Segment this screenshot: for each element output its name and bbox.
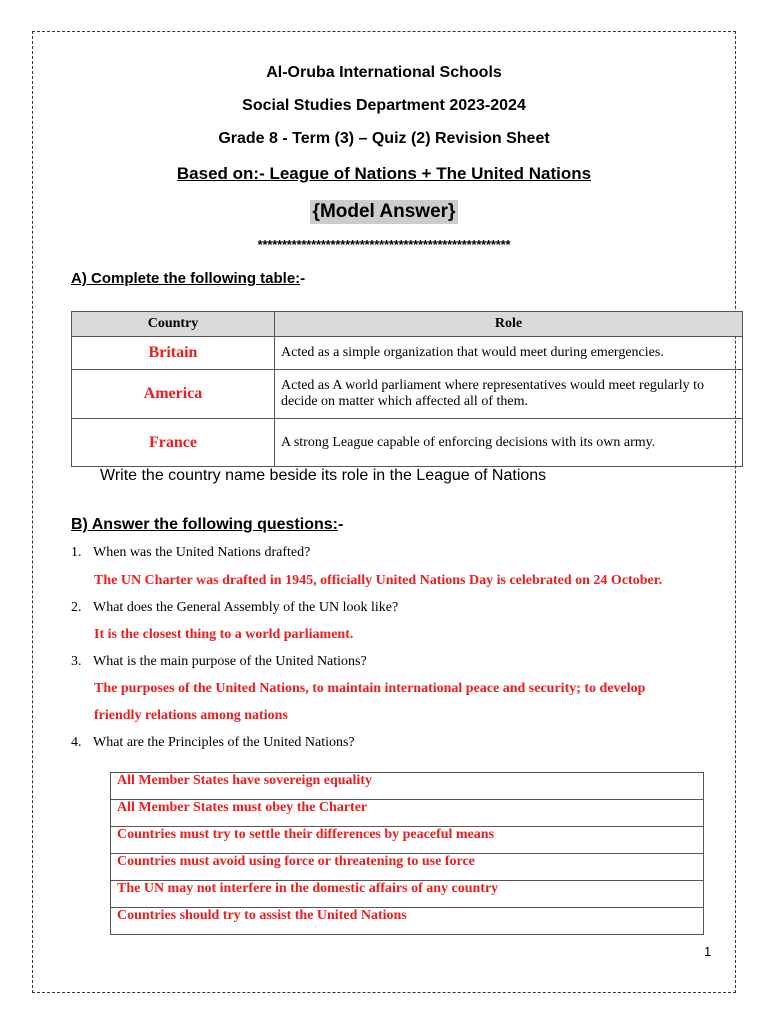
role-cell: Acted as a simple organization that would meet during emergencies. <box>275 337 743 370</box>
question-number: 2. <box>71 600 82 615</box>
school-name: Al-Oruba International Schools <box>266 64 502 81</box>
based-on-line: Based on:- League of Nations + The United Nations <box>176 164 592 183</box>
question-number: 3. <box>71 654 82 669</box>
section-a-title-suffix: - <box>300 270 306 287</box>
question-4 <box>71 735 355 751</box>
sheet-title: Grade 8 - Term (3) – Quiz (2) Revision Sheet <box>218 130 550 147</box>
roles-table-header <box>72 312 743 337</box>
table-row <box>111 800 704 827</box>
section-a-heading <box>71 270 305 287</box>
country-cell: France <box>72 419 275 467</box>
principle-cell: Countries should try to assist the United Nations <box>111 908 704 935</box>
table-row <box>72 370 743 419</box>
question-1 <box>71 545 310 561</box>
table-row <box>111 854 704 881</box>
country-cell: Britain <box>72 337 275 370</box>
table-row <box>72 419 743 467</box>
question-text: What does the General Assembly of the UN look like? <box>93 600 399 615</box>
column-header-country: Country <box>72 312 275 337</box>
principle-cell: The UN may not interfere in the domestic affairs of any country <box>111 881 704 908</box>
principles-table <box>110 772 704 935</box>
table-row <box>111 881 704 908</box>
section-a-title: A) Complete the following table: <box>71 270 301 287</box>
country-cell: America <box>72 370 275 419</box>
answer-3-line-1: The purposes of the United Nations, to maintain international peace and security; to develop <box>94 681 646 696</box>
section-b-title-suffix: - <box>337 516 344 533</box>
table-row <box>111 773 704 800</box>
table-instruction: Write the country name beside its role in the League of Nations <box>100 467 547 484</box>
answer-3-line-2: friendly relations among nations <box>94 708 288 723</box>
role-cell: A strong League capable of enforcing decisions with its own army. <box>275 419 743 467</box>
question-3 <box>71 654 367 670</box>
column-header-role: Role <box>275 312 743 337</box>
table-row <box>111 827 704 854</box>
page-number: 1 <box>704 944 712 959</box>
role-cell: Acted as A world parliament where representatives would meet regularly to decide on matter which affected all of them. <box>275 370 743 419</box>
answer-2: It is the closest thing to a world parliament. <box>94 627 354 642</box>
separator-line: **************************************************** <box>257 237 511 252</box>
department-title: Social Studies Department 2023-2024 <box>242 97 526 114</box>
question-number: 1. <box>71 545 82 560</box>
question-text: What are the Principles of the United Nations? <box>93 735 355 750</box>
question-text: What is the main purpose of the United Nations? <box>93 654 367 669</box>
roles-table <box>71 311 743 467</box>
principle-cell: All Member States must obey the Charter <box>111 800 704 827</box>
answer-1: The UN Charter was drafted in 1945, officially United Nations Day is celebrated on 24 October. <box>94 573 663 588</box>
principle-cell: Countries must avoid using force or threatening to use force <box>111 854 704 881</box>
table-row <box>72 337 743 370</box>
principle-cell: All Member States have sovereign equality <box>111 773 704 800</box>
question-2 <box>71 600 398 616</box>
section-b-title: B) Answer the following questions: <box>71 516 338 533</box>
table-row <box>111 908 704 935</box>
principle-cell: Countries must try to settle their differences by peaceful means <box>111 827 704 854</box>
question-text: When was the United Nations drafted? <box>93 545 311 560</box>
question-number: 4. <box>71 735 82 750</box>
model-answer-label: {Model Answer} <box>310 200 459 224</box>
section-b-heading <box>71 516 343 534</box>
model-answer-wrapper <box>0 200 768 224</box>
